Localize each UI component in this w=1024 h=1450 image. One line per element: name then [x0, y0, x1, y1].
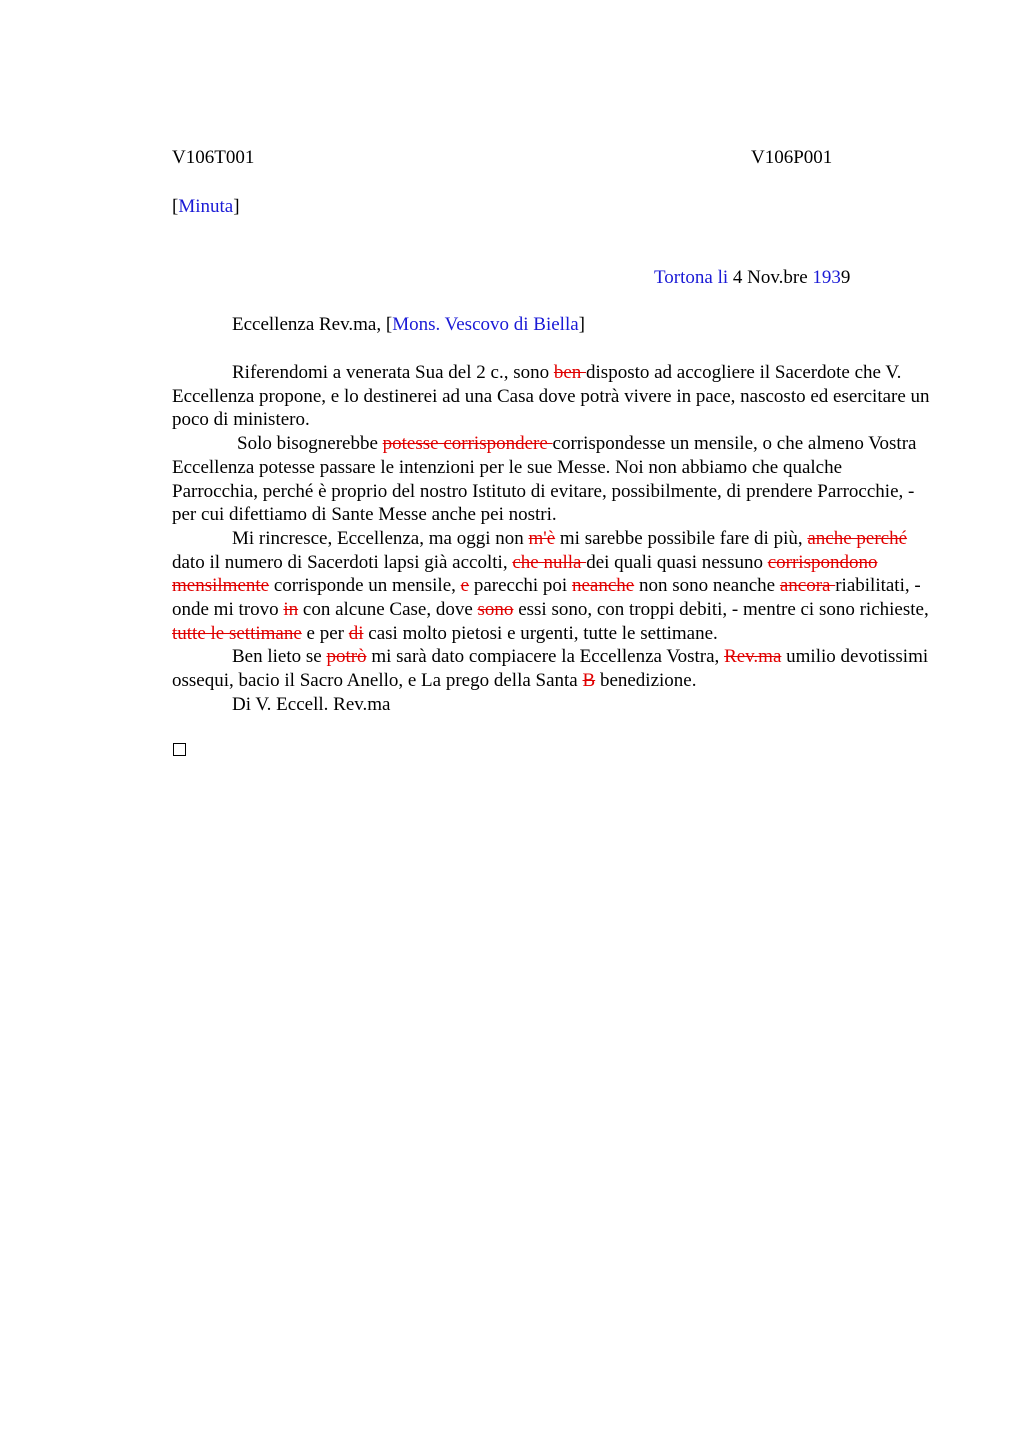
p3-deletion-2: anche perché — [807, 527, 908, 549]
p3-text-e: corrisponde un mensile, — [269, 575, 461, 597]
p3-text-h: riabilitati, - onde mi trovo — [172, 575, 921, 621]
p3-deletion-4: corrispondono mensilmente — [172, 551, 878, 597]
p3-deletion-3: che nulla — [512, 551, 587, 573]
p2-text-a: Solo bisognerebbe — [237, 433, 383, 455]
letter-body — [172, 361, 932, 717]
p4-text-c: umilio devotissimi ossequi, bacio il Sacro Anello, e La prego della Santa — [172, 646, 929, 692]
salutation-text: Eccellenza Rev.ma, [ — [232, 314, 393, 335]
p1-deletion-1: ben — [553, 362, 587, 383]
salutation-recipient: Mons. Vescovo di Biella — [392, 314, 579, 335]
minuta-note — [172, 195, 240, 219]
p3-text-f: parecchi poi — [469, 575, 572, 597]
date-year-prefix: 193 — [812, 267, 841, 288]
p1-text-a: Riferendomi a venerata Sua del 2 c., sono — [232, 362, 554, 383]
p4-text-d: benedizione. — [595, 670, 697, 692]
bracket-close: ] — [233, 196, 240, 217]
p2-text-b: corrispondesse un mensile, o che almeno Vostra Eccellenza potesse passare le intenzioni per le sue Messe. Noi non abbiamo che qualche Parrocchia, perché è proprio del nostro Istituto di evitare, possibilmente, di prendere Parrocchie, - per cui difettiamo di Sante Messe anche pei nostri. — [172, 433, 917, 526]
p4-text-a: Ben lieto se — [232, 646, 327, 668]
p3-text-a: Mi rincresce, Eccellenza, ma oggi non — [232, 527, 529, 549]
p3-text-g: non sono neanche — [634, 575, 780, 597]
p3-deletion-5: e — [460, 575, 470, 597]
p3-text-l: casi molto pietosi e urgenti, tutte le settimane. — [363, 622, 718, 644]
p3-deletion-8: in — [283, 599, 299, 621]
p2-deletion-1: potesse corrispondere — [382, 433, 553, 455]
paragraph-5 — [172, 693, 932, 717]
bracket-open: [ — [172, 196, 179, 217]
right-code: V106P001 — [751, 147, 833, 168]
date-place: Tortona li — [654, 267, 729, 288]
paragraph-4 — [172, 645, 932, 692]
p5-closing: Di V. Eccell. Rev.ma — [232, 693, 391, 715]
p3-text-c: dato il numero di Sacerdoti lapsi già accolti, — [172, 551, 513, 573]
p4-deletion-1: potrò — [326, 646, 367, 668]
p4-deletion-3: B — [582, 670, 596, 692]
left-code: V106T001 — [172, 147, 255, 168]
date-year-suffix: 9 — [840, 267, 851, 288]
p1-text-b: disposto ad accogliere il Sacerdote che V. Eccellenza propone, e lo destinerei ad una Casa dove potrà vivere in pace, nascosto ed esercitare un poco di ministero. — [172, 362, 930, 431]
p3-text-j: essi sono, con troppi debiti, - mentre ci sono richieste, — [513, 599, 929, 621]
p3-deletion-9: sono — [477, 599, 514, 621]
salutation — [232, 313, 585, 337]
p3-deletion-10: tutte le settimane — [172, 622, 302, 644]
date-day-month: 4 Nov.bre — [728, 267, 813, 288]
paragraph-3 — [172, 527, 932, 646]
checkbox-square-icon — [173, 743, 186, 756]
p3-text-i: con alcune Case, dove — [298, 599, 478, 621]
p4-deletion-2: Rev.ma — [724, 646, 782, 668]
p3-text-b: mi sarebbe possibile fare di più, — [555, 527, 808, 549]
paragraph-2 — [172, 432, 932, 527]
minuta-label: Minuta — [178, 196, 234, 217]
p3-deletion-1: m'è — [528, 527, 556, 549]
p3-deletion-11: di — [348, 622, 364, 644]
p3-text-d: dei quali quasi nessuno — [586, 551, 768, 573]
p3-deletion-6: neanche — [571, 575, 635, 597]
p3-text-k: e per — [301, 622, 349, 644]
paragraph-1 — [172, 361, 932, 432]
salutation-close: ] — [578, 314, 585, 335]
dateline — [654, 266, 850, 290]
p4-text-b: mi sarà dato compiacere la Eccellenza Vostra, — [366, 646, 725, 668]
p3-deletion-7: ancora — [779, 575, 836, 597]
